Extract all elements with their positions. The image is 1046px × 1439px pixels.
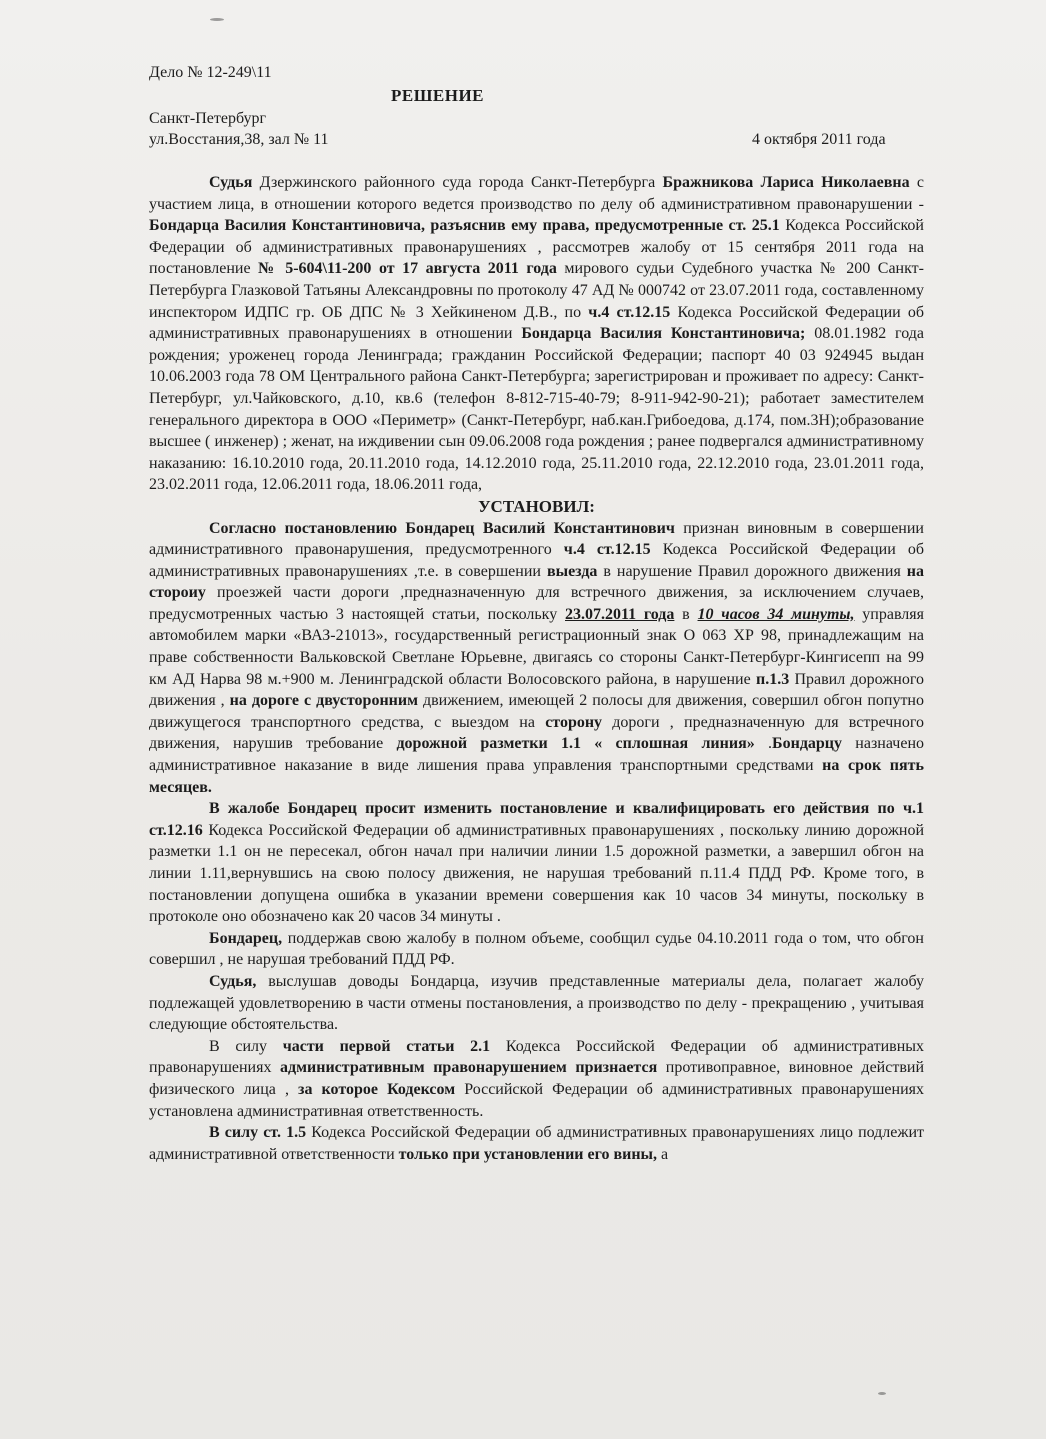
- defendant-rights: Бондарца Василия Константиновича, разъяснив ему права, предусмотренные ст. 25.1: [149, 217, 780, 235]
- decision-date: 4 октября 2011 года: [752, 131, 886, 148]
- text-span: Правил дорожного движения ,: [149, 670, 924, 710]
- text-span: В силу: [209, 1037, 283, 1055]
- bold-span: только при установлении его вины,: [398, 1145, 658, 1163]
- defendant-name: Бондарца Василия Константиновича;: [521, 325, 806, 343]
- court-address: ул.Восстания,38, зал № 11: [149, 131, 329, 148]
- bold-span: п.1.3: [755, 670, 790, 688]
- bold-span: ч.1 ст.12.16: [149, 800, 924, 839]
- text-span: Кодекса Российской Федерации об административных правонарушениях ,т.е. в совершении: [149, 541, 925, 580]
- judge-word: Судья: [209, 174, 253, 191]
- ruling-number: № 5-604\11-200 от 17 августа 2011 года: [258, 260, 557, 278]
- text-span: 08.01.1982 года рождения; уроженец города Ленинграда; гражданин Российской Федерации; паспорт 40 03 924945 выдан 10.06.2003 года 78 ОМ Центрального района Санкт-Петербурга; зарегистрирован и проживает по адресу: Санкт-Петербург, ул.Чайковского, д.10, кв.6 (телефон 8-812-715-40-79; 8-911-942-90-21); работает заместителем генерального директора в ООО «Периметр» (Санкт-Петербург, наб.кан.Грибоедова, д.174, пом.3Н);образование высшее ( инженер) ; женат, на иждивении сын 09.06.2008 года рождения ; ранее подвергался административному наказанию: 16.10.2010 года, 20.11.2010 года, 14.12.2010 года, 25.11.2010 года, 22.12.2010 года, 23.01.2011 года, 23.02.2011 года, 12.06.2011 года, 18.06.2011 года,: [149, 325, 924, 494]
- bold-span: Бондарец,: [209, 929, 283, 947]
- text-span: мирового судьи Судебного участка № 200 Санкт-Петербурга Глазковой Татьяны Александровны по протоколу 47 АД № 000742 от 23.07.2011 года, составленному инспектором ИДПС гр. ОБ ДПС № 3 Хейкиненом Д.В., по: [149, 260, 924, 321]
- text-span: Кодекса Российской Федерации об административных правонарушениях: [149, 1037, 925, 1077]
- text-span: управляя автомобилем марки «ВАЗ-21013», государственный регистрационный знак О 063 ХР 98, принадлежащим на праве собственности Вальковской Светлане Юрьевне, двигаясь со стороны Санкт-Петербург-Кингисепп на 99 км АД Нарва 98 м.+900 м. Ленинградской области Волосовского района, в нарушение: [149, 605, 925, 688]
- bold-span: на срок пять месяцев.: [149, 757, 924, 796]
- city: Санкт-Петербург: [149, 110, 267, 127]
- text-span: Российской Федерации об административных правонарушениях установлена административная ответственность.: [149, 1080, 924, 1120]
- intro-paragraph: [149, 172, 924, 496]
- paragraph-article-1-5: [149, 1122, 924, 1165]
- text-span: а: [657, 1145, 669, 1163]
- bold-span: сторону: [545, 713, 603, 731]
- text-span: Кодекса Российской Федерации об административных правонарушениях , поскольку линию дорожной разметки 1.1 он не пересекал, обгон начал при наличии линии 1.5 дорожной разметки, а завершил обгон на линии 1.11,вернувшись на свою полосу движения, не нарушая требований п.11.4 ПДД РФ. Кроме того, в постановлении допущена ошибка в указании времени совершения как 10 часов 34 минуты, поскольку в протоколе оно обозначено как 20 часов 34 минуты .: [149, 821, 924, 926]
- bold-span: Бондарцу: [772, 735, 843, 753]
- bold-span: выезда: [546, 562, 598, 580]
- scan-mark: [878, 1392, 886, 1395]
- text-span: с участием лица, в отношении которого ведется производство по делу об административном правонарушении -: [149, 174, 925, 213]
- paragraph-judge-conclusion: [149, 971, 924, 1036]
- text-span: в нарушение Правил дорожного движения: [597, 562, 907, 580]
- text-span: Кодекса Российской Федерации об административных правонарушениях лицо подлежит административной ответственности: [149, 1124, 925, 1163]
- document-body: [149, 172, 924, 1165]
- case-number: Дело № 12-249\11: [149, 64, 272, 81]
- paragraph-defendant-position: [149, 928, 924, 971]
- judge-name: Бражникова Лариса Николаевна: [662, 174, 910, 191]
- bold-span: дорожной разметки 1.1 « сплошная линия»: [396, 735, 755, 753]
- bold-span: за которое Кодексом: [298, 1080, 456, 1098]
- text-span: движением, имеющей 2 полосы для движения, совершил обгон попутно движущегося транспортного средства, с выездом на: [149, 692, 924, 731]
- paragraph-article-2-1: [149, 1036, 924, 1122]
- text-span: Кодекса Российской Федерации об административных правонарушениях , рассмотрев жалобу от 15 сентября 2011 года на постановление: [149, 217, 924, 278]
- bold-span: на стороиу: [149, 562, 925, 602]
- paragraph-complaint: [149, 798, 924, 928]
- article-ref: ч.4 ст.12.15: [588, 303, 671, 321]
- bold-span: части первой статьи 2.1: [282, 1037, 491, 1055]
- text-span: дороги , предназначенную для встречного движения, нарушив требование: [149, 713, 925, 753]
- bold-span: Судья,: [209, 972, 257, 990]
- bold-span: В силу ст. 1.5: [209, 1124, 307, 1142]
- text-span: Дзержинского районного суда города Санкт-Петербурга: [252, 174, 663, 191]
- text-span: в: [674, 605, 698, 623]
- bold-span: ч.4 ст.12.15: [563, 541, 651, 559]
- text-span: Кодекса Российской Федерации об административных правонарушениях в отношении: [149, 303, 925, 343]
- text-span: проезжей части дороги ,предназначенную для встречного движения, за исключением случаев, предусмотренных частью 3 настоящей статьи, поскольку: [149, 584, 924, 623]
- text-span: поддержав свою жалобу в полном объеме, сообщил судье 04.10.2011 года о том, что обгон совершил , не нарушая требований ПДД РФ.: [149, 929, 924, 969]
- bold-span: на дороге с двусторонним: [229, 692, 418, 710]
- text-span: признан виновным в совершении административного правонарушения, предусмотренного: [149, 519, 924, 559]
- bold-span: 23.07.2011 года: [565, 605, 675, 623]
- text-span: .: [754, 735, 773, 753]
- text-span: назначено административное наказание в виде лишения права управления транспортными средствами: [149, 735, 925, 775]
- document-title: РЕШЕНИЕ: [391, 86, 485, 105]
- paragraph-ruling: [149, 518, 924, 799]
- bold-span: Согласно постановлению Бондарец Василий Константинович: [209, 519, 675, 537]
- bold-span: административным правонарушением признается: [280, 1059, 658, 1077]
- bold-span: В жалобе Бондарец просит изменить постановление и квалифицировать его действия по: [209, 800, 903, 818]
- handwritten-time: 10 часов 34 минуты,: [697, 605, 855, 623]
- scan-mark: [210, 18, 224, 21]
- text-span: противоправное, виновное действий физического лица ,: [149, 1059, 925, 1098]
- text-span: выслушав доводы Бондарца, изучив представленные материалы дела, полагает жалобу подлежащей удовлетворению в части отмены постановления, а производство по делу - прекращению , учитывая следующие обстоятельства.: [149, 972, 924, 1034]
- established-heading: УСТАНОВИЛ:: [478, 496, 595, 516]
